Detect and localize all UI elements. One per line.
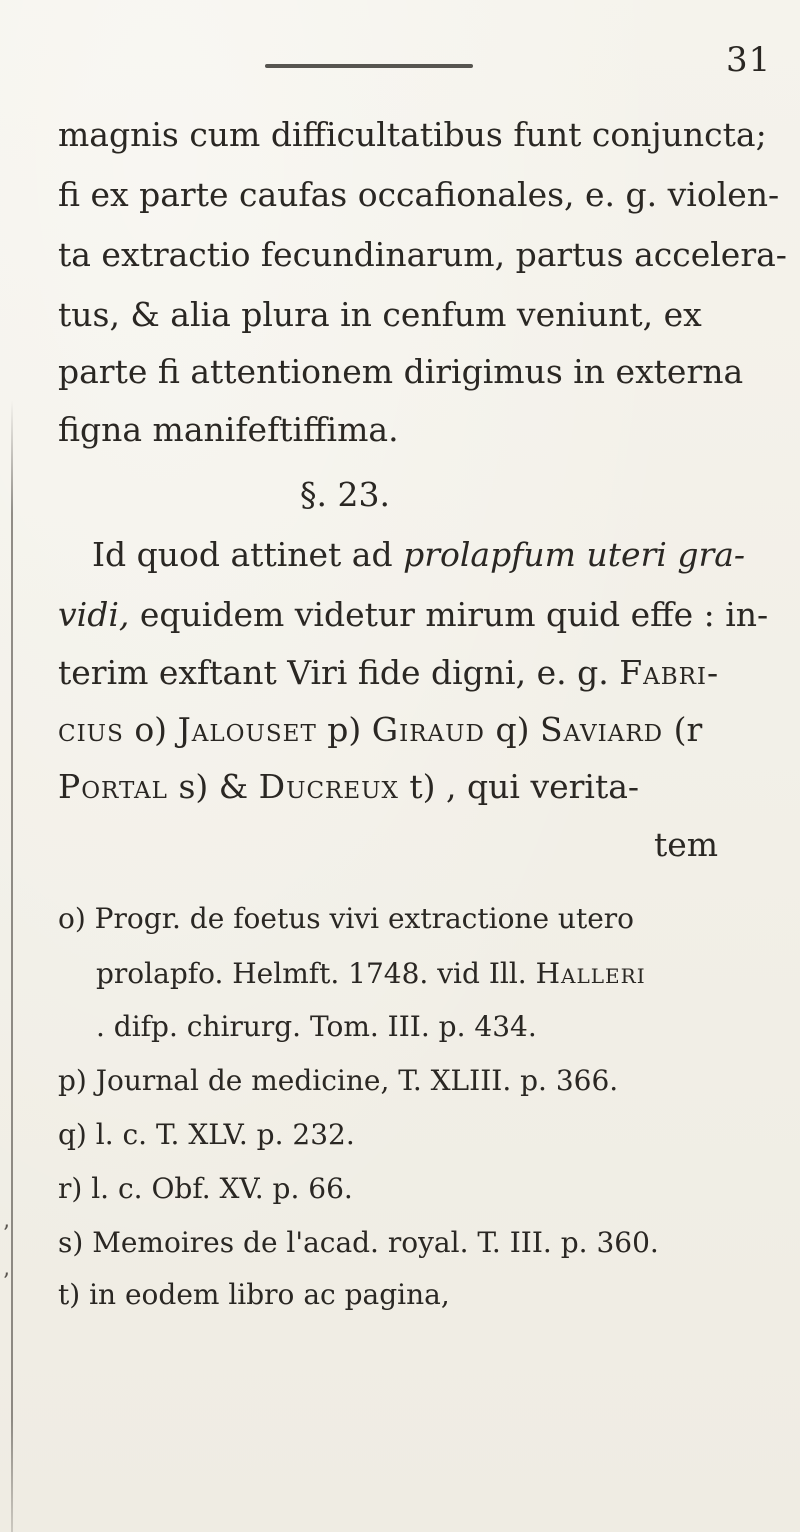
para2-line-3 [58, 653, 720, 692]
ref-s: s) & [167, 767, 259, 806]
margin-mark-1: ʼ [2, 1222, 9, 1247]
gutter-shadow [11, 400, 13, 1532]
body-line-2: fi ex parte caufas occafionales, e. g. violen- [58, 175, 780, 214]
para2-line-2 [58, 595, 769, 634]
header-rule [265, 64, 473, 68]
footnote-t: t) in eodem libro ac pagina, [58, 1278, 450, 1311]
para2-line-2-italic: vidi, [58, 595, 130, 634]
author-fabricius-cont: cius [58, 710, 124, 749]
author-fabricius: Fabri- [619, 653, 720, 692]
margin-mark-2: ʼ [2, 1270, 9, 1295]
catchword: tem [654, 825, 719, 864]
footnote-o-line-2-text: prolapfo. Helmft. 1748. vid Ill. [96, 957, 536, 990]
body-line-5: parte fi attentionem dirigimus in externa [58, 352, 744, 391]
footnote-s: s) Memoires de l'acad. royal. T. III. p. 360. [58, 1226, 659, 1259]
body-line-3: ta extractio fecundinarum, partus accelera- [58, 235, 787, 274]
footnote-o-line-1: o) Progr. de foetus vivi extractione utero [58, 902, 635, 935]
body-line-4: tus, & alia plura in cenfum veniunt, ex [58, 295, 702, 334]
para2-line-1-italic: prolapfum uteri gra- [403, 535, 746, 574]
author-saviard: Saviard [539, 710, 664, 749]
footnote-r: r) l. c. Obf. XV. p. 66. [58, 1172, 353, 1205]
footnote-o-line-2 [96, 957, 646, 990]
author-ducreux: Ducreux [258, 767, 399, 806]
para2-line-2-text: equidem videtur mirum quid effe : in- [129, 595, 769, 634]
para2-line-5 [58, 767, 640, 806]
para2-line-1-text: Id quod attinet ad [92, 535, 404, 574]
body-line-1: magnis cum difficultatibus funt conjuncta; [58, 115, 767, 154]
author-halleri: Halleri [535, 957, 646, 990]
para2-line-3-text: terim exftant Viri fide digni, e. g. [58, 653, 620, 692]
author-portal: Portal [58, 767, 168, 806]
ref-o: o) [123, 710, 178, 749]
author-jalouset: Jalouset [177, 710, 317, 749]
ref-p: p) [316, 710, 372, 749]
ref-r: (r [663, 710, 703, 749]
section-heading: §. 23. [300, 475, 390, 514]
ref-q: q) [485, 710, 540, 749]
author-giraud: Giraud [371, 710, 485, 749]
page-number: 31 [726, 40, 772, 80]
para2-line-1 [92, 535, 746, 574]
para2-line-4 [58, 710, 703, 749]
body-line-6: figna manifeftiffima. [58, 410, 399, 449]
ref-t: t) , qui verita- [398, 767, 640, 806]
footnote-o-line-3: . difp. chirurg. Tom. III. p. 434. [96, 1010, 537, 1043]
footnote-p: p) Journal de medicine, T. XLIII. p. 366. [58, 1064, 619, 1097]
footnote-q: q) l. c. T. XLV. p. 232. [58, 1118, 355, 1151]
